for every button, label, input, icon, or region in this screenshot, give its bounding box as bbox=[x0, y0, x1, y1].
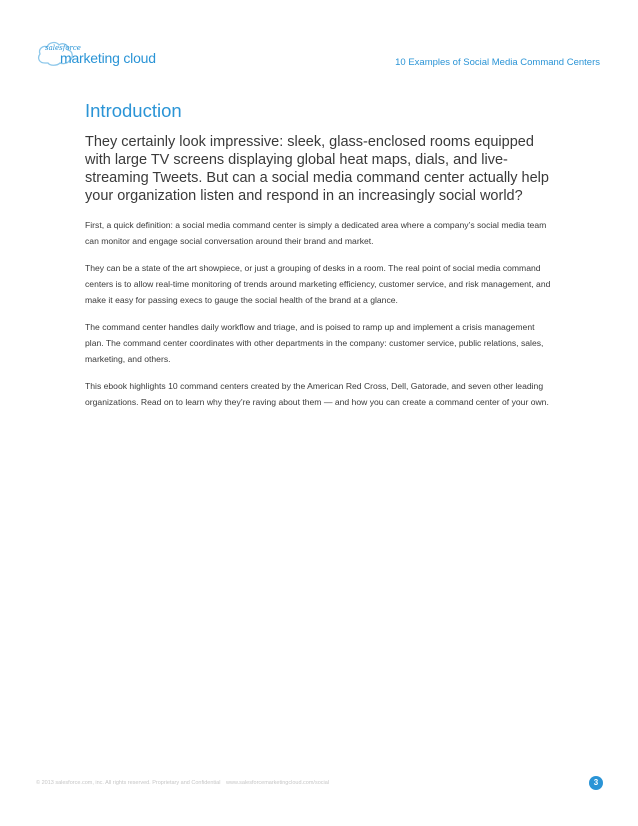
salesforce-marketing-cloud-logo bbox=[36, 36, 166, 76]
body-paragraph: This ebook highlights 10 command centers created by the American Red Cross, Dell, Gatorade, and seven other leading organizations. Read on to learn why they’re raving about them — and how you can create a command center of your own. bbox=[85, 381, 549, 407]
page-number-badge: 3 bbox=[589, 776, 603, 790]
footer-copyright: © 2013 salesforce.com, inc. All rights reserved. Proprietary and Confidential bbox=[36, 780, 221, 786]
section-title: Introduction bbox=[85, 100, 182, 121]
logo-product-text: marketing cloud bbox=[60, 50, 156, 66]
footer-url-link[interactable]: www.salesforcemarketingcloud.com/social bbox=[226, 780, 330, 786]
body-paragraph: They can be a state of the art showpiece, or just a grouping of desks in a room. The real point of social media command centers is to allow real-time monitoring of trends around marketing efficiency, customer service, and risk management, and make it easy for passing execs to gauge the social health of the brand at a glance. bbox=[85, 263, 551, 305]
lead-paragraph: They certainly look impressive: sleek, glass-enclosed rooms equipped with large TV screens displaying global heat maps, dials, and live-streaming Tweets. But can a social media command center actually help your organization listen and respond in an increasingly social world? bbox=[85, 134, 549, 204]
body-paragraph: First, a quick definition: a social media command center is simply a dedicated area where a company’s social media team can monitor and engage social conversation around their brand and market. bbox=[85, 220, 547, 246]
logo-brand-text: salesforce bbox=[45, 44, 81, 52]
main-content bbox=[85, 100, 555, 421]
document-header-title: 10 Examples of Social Media Command Centers bbox=[395, 57, 600, 68]
body-paragraph: The command center handles daily workflow and triage, and is poised to ramp up and implement a crisis management plan. The command center coordinates with other departments in the company: customer service, public relations, sales, marketing, and others. bbox=[85, 322, 544, 364]
